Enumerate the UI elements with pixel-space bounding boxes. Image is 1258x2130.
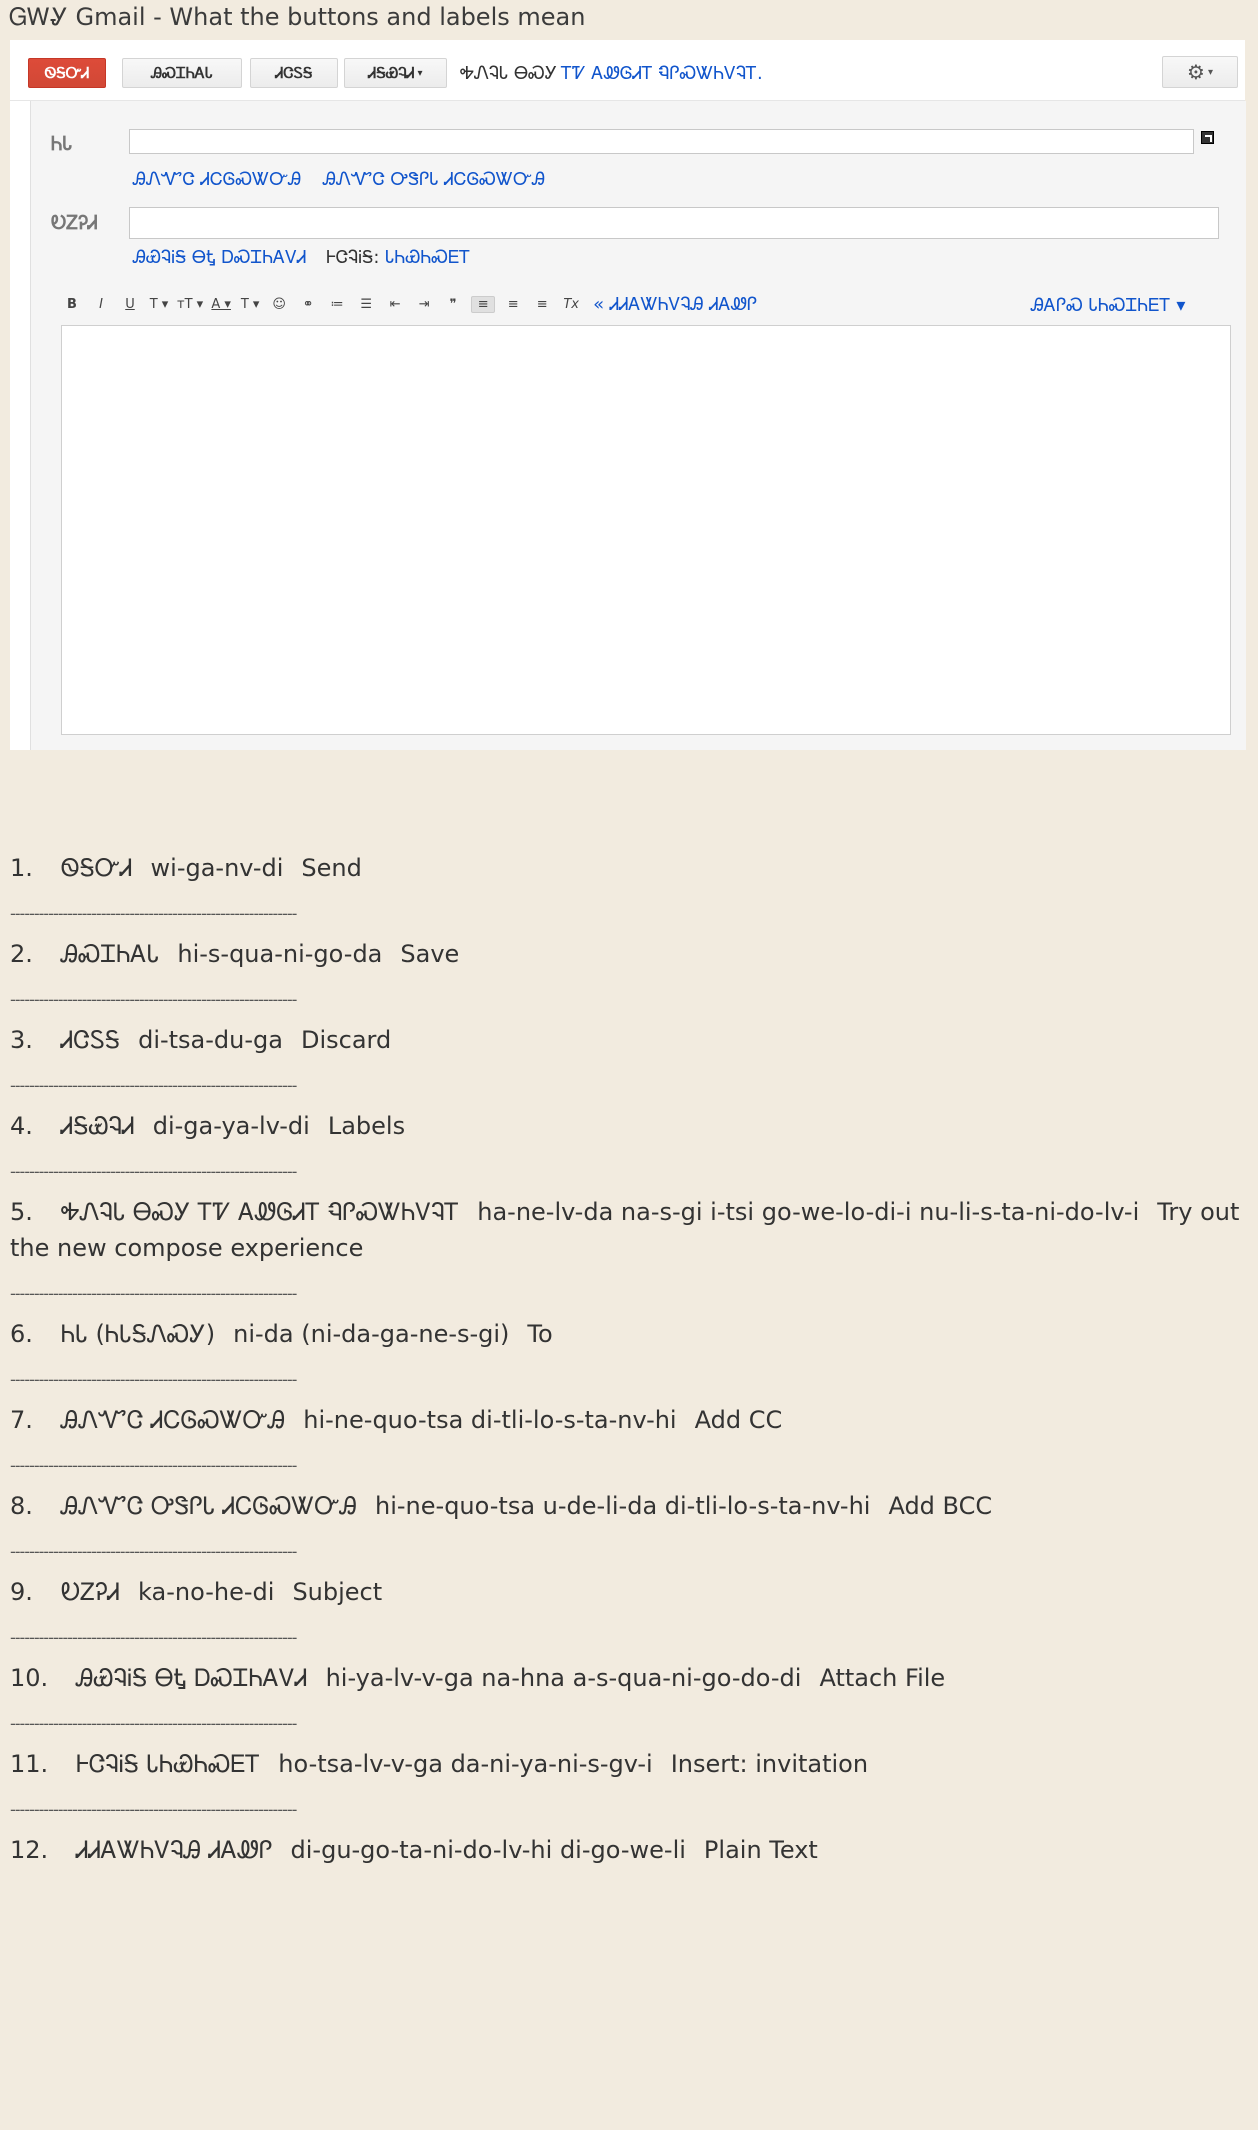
legend-item-english: To: [527, 1320, 553, 1348]
subject-field[interactable]: [129, 207, 1219, 239]
legend-item-romanization: ni-da (ni-da-ga-ne-s-gi): [233, 1320, 510, 1348]
legend-item: [10, 1574, 1240, 1610]
quote-icon[interactable]: ❞: [449, 296, 457, 312]
legend-item-romanization: wi-ga-nv-di: [150, 854, 284, 882]
align-right-icon[interactable]: ≡: [536, 296, 548, 312]
legend-item: [10, 1832, 1240, 1868]
legend-item-syllabary: ᎧᏃᎮᏗ: [60, 1578, 121, 1606]
legend-item: [10, 1108, 1240, 1144]
legend-item-number: 5.: [10, 1198, 33, 1226]
outdent-icon[interactable]: ⇤: [389, 296, 401, 312]
chevron-down-icon: ▾: [417, 67, 423, 79]
legend-item-number: 2.: [10, 940, 33, 968]
emoji-icon[interactable]: ☺: [272, 296, 286, 312]
legend-item: [10, 1316, 1240, 1352]
gear-icon: ⚙: [1187, 60, 1205, 84]
send-button[interactable]: ᏫᎦᏅᏗ: [28, 58, 106, 88]
attach-row: [133, 247, 470, 268]
link-icon[interactable]: ⚭: [302, 296, 314, 312]
legend-item-romanization: di-tsa-du-ga: [138, 1026, 283, 1054]
popout-icon[interactable]: [1201, 131, 1214, 144]
legend-item-number: 8.: [10, 1492, 33, 1520]
legend-item-romanization: hi-ne-quo-tsa u-de-li-da di-tli-lo-s-ta-nv-hi: [375, 1492, 871, 1520]
text-color-button[interactable]: A ▾: [211, 296, 231, 312]
legend-item-romanization: ka-no-he-di: [138, 1578, 275, 1606]
legend-item-syllabary: ᎭᏁᎸᏓ ᎾᏍᎩ ᎢᏤ ᎪᏪᎶᏗᎢ ᏄᎵᏍᏔᏂᏙᎸᎢ: [60, 1198, 460, 1226]
legend-item-english: Add BCC: [888, 1492, 993, 1520]
labels-button-label: ᏗᎦᏯᎸᏗ: [368, 64, 415, 82]
legend-item-romanization: hi-ne-quo-tsa di-tli-lo-s-ta-nv-hi: [303, 1406, 677, 1434]
add-bcc-link[interactable]: ᎯᏁᏉᏣ ᎤᏕᎵᏓ ᏗᏟᎶᏍᏔᏅᎯ: [323, 169, 546, 190]
save-button[interactable]: ᎯᏍᏆᏂᎪᏓ: [122, 58, 242, 88]
compose-form: [30, 101, 1246, 750]
bold-button[interactable]: B: [67, 296, 77, 312]
legend-item-english: Send: [301, 854, 362, 882]
legend-item-english: Plain Text: [703, 1836, 818, 1864]
legend-item-syllabary: ᎯᏯᎸᎥᎦ ᎾᎿ ᎠᏍᏆᏂᎪᏙᏗ: [76, 1664, 308, 1692]
numbered-list-icon[interactable]: ≔: [330, 296, 344, 312]
legend-item-number: 7.: [10, 1406, 33, 1434]
legend-item-syllabary: ᏫᎦᏅᏗ: [60, 854, 133, 882]
legend-item-number: 12.: [10, 1836, 49, 1864]
legend-item-english: Insert: invitation: [670, 1750, 869, 1778]
legend-item-syllabary: ᏗᏗᎪᏔᏂᏙᎸᎯ ᏗᎪᏪᎵ: [76, 1836, 273, 1864]
legend-item-syllabary: ᏗᎦᏯᎸᏗ: [60, 1112, 135, 1140]
legend-item-english: Attach File: [819, 1664, 946, 1692]
legend-item-romanization: di-gu-go-ta-ni-do-lv-hi di-go-we-li: [290, 1836, 686, 1864]
cc-links: [133, 169, 561, 190]
page-title: ᏀᎳᎽ Gmail - What the buttons and labels mean: [9, 3, 586, 31]
legend-item-syllabary: ᏂᏓ (ᏂᏓᎦᏁᏍᎩ): [60, 1320, 216, 1348]
font-size-button[interactable]: тT ▾: [177, 296, 204, 312]
legend-separator: ------------------------------------------------------------: [10, 1370, 297, 1389]
legend-item-english: Subject: [292, 1578, 383, 1606]
plain-text-link[interactable]: « ᏗᏗᎪᏔᏂᏙᎸᎯ ᏗᎪᏪᎵ: [593, 293, 758, 315]
message-body-editor[interactable]: [61, 325, 1231, 735]
legend-separator: ------------------------------------------------------------: [10, 1628, 297, 1647]
legend-item-number: 11.: [10, 1750, 49, 1778]
legend-item: [10, 1660, 1240, 1696]
legend-item: [10, 1746, 1240, 1782]
legend-item-syllabary: ᏗᏣᏚᎦ: [60, 1026, 121, 1054]
legend-item-romanization: hi-s-qua-ni-go-da: [177, 940, 383, 968]
align-center-icon[interactable]: ≡: [507, 296, 519, 312]
compose-window: [10, 40, 1245, 750]
legend-separator: ------------------------------------------------------------: [10, 1456, 297, 1475]
insert-invitation-link[interactable]: ᏓᏂᏯᏂᏍᎬᎢ: [385, 247, 471, 268]
check-spelling-link[interactable]: ᎯᎪᎵᏍ ᏓᏂᏍᏆᏂᎬᎢ ▾: [1031, 295, 1186, 316]
legend-item-english: Labels: [327, 1112, 406, 1140]
legend-item-english: Save: [400, 940, 460, 968]
legend-item-syllabary: ᎯᏁᏉᏣ ᏗᏟᎶᏍᏔᏅᎯ: [60, 1406, 286, 1434]
highlight-button[interactable]: T ▾: [240, 296, 260, 312]
legend-separator: ------------------------------------------------------------: [10, 1800, 297, 1819]
legend-item-english: Add CC: [694, 1406, 783, 1434]
legend-item-romanization: di-ga-ya-lv-di: [152, 1112, 310, 1140]
legend-item: [10, 1022, 1240, 1058]
legend-item-romanization: ho-tsa-lv-v-ga da-ni-ya-ni-s-gv-i: [278, 1750, 653, 1778]
labels-button[interactable]: [344, 58, 447, 88]
legend-item-number: 3.: [10, 1026, 33, 1054]
legend-item: [10, 1488, 1240, 1524]
align-left-icon[interactable]: ≡: [471, 296, 495, 313]
legend-item-syllabary: ᎰᏣᎸᎥᎦ ᏓᏂᏯᏂᏍᎬᎢ: [76, 1750, 261, 1778]
format-toolbar: [61, 291, 757, 317]
discard-button[interactable]: ᏗᏣᏚᎦ: [250, 58, 338, 88]
legend-item: [10, 1194, 1240, 1266]
chevron-down-icon: ▾: [1207, 66, 1213, 78]
insert-label: ᎰᏣᎸᎥᎦ:: [326, 247, 380, 268]
legend-item-romanization: hi-ya-lv-v-ga na-hna a-s-qua-ni-go-do-di: [325, 1664, 802, 1692]
legend-item-english: Try out the new compose experience: [10, 1198, 1240, 1262]
legend-item-number: 1.: [10, 854, 33, 882]
subject-label: ᎧᏃᎮᏗ: [51, 212, 98, 234]
legend-item: [10, 850, 1240, 886]
legend-item-number: 4.: [10, 1112, 33, 1140]
indent-icon[interactable]: ⇥: [418, 296, 430, 312]
legend-list: [10, 850, 1240, 1868]
legend-separator: ------------------------------------------------------------: [10, 990, 297, 1009]
bulleted-list-icon[interactable]: ☰: [360, 296, 372, 312]
try-new-compose-prefix: ᎭᏁᎸᏓ ᎾᏍᎩ: [460, 62, 558, 84]
legend-separator: ------------------------------------------------------------: [10, 1542, 297, 1561]
font-button[interactable]: T ▾: [149, 296, 169, 312]
legend-item-english: Discard: [300, 1026, 392, 1054]
to-label: ᏂᏓ: [51, 133, 73, 155]
compose-toolbar: [10, 40, 1245, 101]
legend-item-number: 10.: [10, 1664, 49, 1692]
legend-item: [10, 936, 1240, 972]
legend-separator: ------------------------------------------------------------: [10, 1284, 297, 1303]
legend-separator: ------------------------------------------------------------: [10, 1162, 297, 1181]
legend-item-syllabary: ᎯᏍᏆᏂᎪᏓ: [60, 940, 160, 968]
italic-button[interactable]: I: [99, 296, 103, 312]
underline-button[interactable]: U: [125, 296, 135, 312]
legend-item-syllabary: ᎯᏁᏉᏣ ᎤᏕᎵᏓ ᏗᏟᎶᏍᏔᏅᎯ: [60, 1492, 358, 1520]
to-field[interactable]: [129, 129, 1194, 154]
legend-separator: ------------------------------------------------------------: [10, 904, 297, 923]
legend-item-romanization: ha-ne-lv-da na-s-gi i-tsi go-we-lo-di-i nu-li-s-ta-ni-do-lv-i: [477, 1198, 1140, 1226]
legend-separator: ------------------------------------------------------------: [10, 1714, 297, 1733]
legend-item: [10, 1402, 1240, 1438]
try-new-compose-link[interactable]: ᎢᏤ ᎪᏪᎶᏗᎢ ᏄᎵᏍᏔᏂᏙᎸᎢ.: [561, 62, 763, 84]
legend-separator: ------------------------------------------------------------: [10, 1076, 297, 1095]
attach-file-link[interactable]: ᎯᏯᎸᎥᎦ ᎾᎿ ᎠᏍᏆᏂᎪᏙᏗ: [133, 247, 307, 268]
add-cc-link[interactable]: ᎯᏁᏉᏣ ᏗᏟᎶᏍᏔᏅᎯ: [133, 169, 302, 190]
try-new-compose: [460, 58, 763, 88]
legend-item-number: 6.: [10, 1320, 33, 1348]
remove-formatting-icon[interactable]: Tx: [563, 296, 579, 312]
settings-button[interactable]: [1162, 56, 1238, 88]
legend-item-number: 9.: [10, 1578, 33, 1606]
